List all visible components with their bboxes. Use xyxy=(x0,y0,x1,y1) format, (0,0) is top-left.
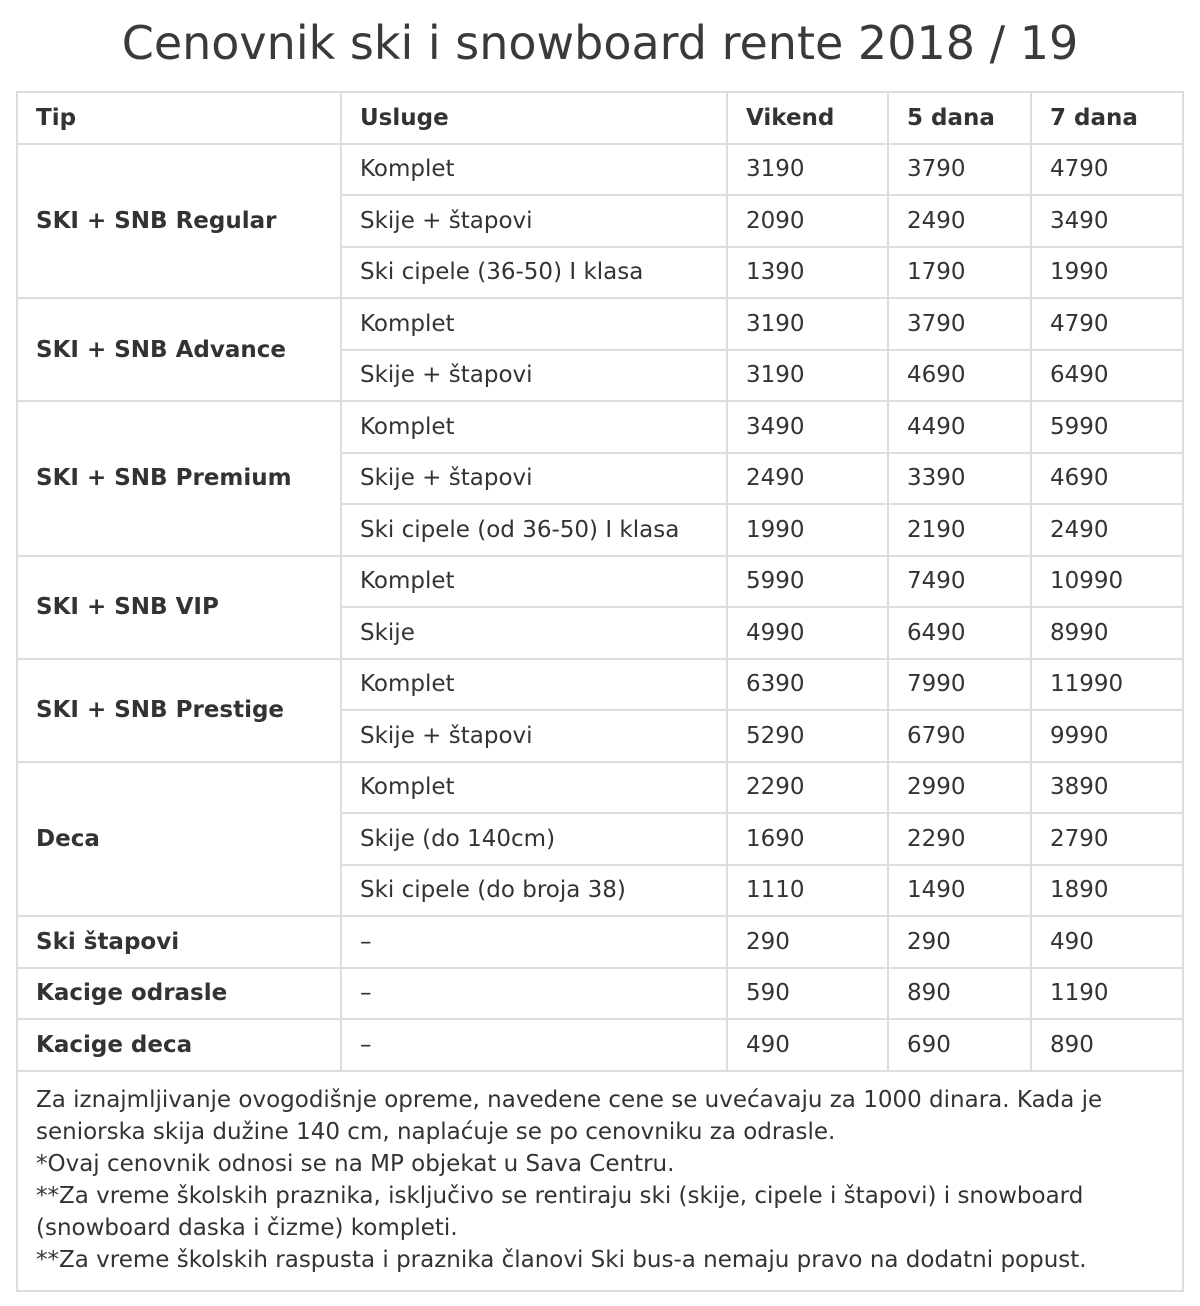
price-5-days-cell: 2490 xyxy=(888,195,1031,247)
service-cell: Komplet xyxy=(341,556,727,608)
price-7-days-cell: 1890 xyxy=(1031,865,1183,917)
price-table xyxy=(16,91,1184,1292)
price-weekend-cell: 4990 xyxy=(727,607,888,659)
price-7-days-cell: 4690 xyxy=(1031,453,1183,505)
price-7-days-cell: 5990 xyxy=(1031,401,1183,453)
price-5-days-cell: 890 xyxy=(888,968,1031,1020)
notes-row xyxy=(17,1071,1183,1291)
table-row xyxy=(17,1019,1183,1071)
notes-cell xyxy=(17,1071,1183,1291)
table-row xyxy=(17,659,1183,711)
table-row xyxy=(17,144,1183,196)
price-7-days-cell: 10990 xyxy=(1031,556,1183,608)
row-type-label: SKI + SNB Prestige xyxy=(17,659,341,762)
row-type-label: SKI + SNB Regular xyxy=(17,144,341,299)
price-weekend-cell: 6390 xyxy=(727,659,888,711)
service-cell: Komplet xyxy=(341,762,727,814)
service-cell: Skije (do 140cm) xyxy=(341,813,727,865)
header-vikend: Vikend xyxy=(727,92,888,144)
price-7-days-cell: 1190 xyxy=(1031,968,1183,1020)
price-5-days-cell: 6490 xyxy=(888,607,1031,659)
note-text: *Ovaj cenovnik odnosi se na MP objekat u Sava Centru. xyxy=(36,1150,675,1177)
price-5-days-cell: 7490 xyxy=(888,556,1031,608)
price-weekend-cell: 3190 xyxy=(727,298,888,350)
service-cell: Skije + štapovi xyxy=(341,710,727,762)
price-weekend-cell: 490 xyxy=(727,1019,888,1071)
price-5-days-cell: 4490 xyxy=(888,401,1031,453)
price-5-days-cell: 3390 xyxy=(888,453,1031,505)
price-7-days-cell: 2490 xyxy=(1031,504,1183,556)
note-text: **Za vreme školskih praznika, isključivo se rentiraju ski (skije, cipele i štapovi) i snowboard (snowboard daska i čizme) kompleti. xyxy=(36,1182,1084,1241)
price-weekend-cell: 2290 xyxy=(727,762,888,814)
price-5-days-cell: 1490 xyxy=(888,865,1031,917)
service-cell: Komplet xyxy=(341,401,727,453)
price-7-days-cell: 2790 xyxy=(1031,813,1183,865)
table-row xyxy=(17,298,1183,350)
service-cell: Skije + štapovi xyxy=(341,350,727,402)
note-text: **Za vreme školskih raspusta i praznika članovi Ski bus-a nemaju pravo na dodatni popust. xyxy=(36,1246,1087,1273)
header-tip: Tip xyxy=(17,92,341,144)
row-type-label: SKI + SNB Premium xyxy=(17,401,341,556)
service-cell: – xyxy=(341,1019,727,1071)
service-cell: – xyxy=(341,916,727,968)
header-usluge: Usluge xyxy=(341,92,727,144)
price-5-days-cell: 290 xyxy=(888,916,1031,968)
price-weekend-cell: 1110 xyxy=(727,865,888,917)
note-text: Za iznajmljivanje ovogodišnje opreme, navedene cene se uvećavaju za 1000 dinara. Kada je seniorska skija dužine 140 cm, naplaćuje se po cenovniku za odrasle. xyxy=(36,1086,1103,1145)
price-weekend-cell: 1390 xyxy=(727,247,888,299)
price-7-days-cell: 4790 xyxy=(1031,144,1183,196)
price-7-days-cell: 8990 xyxy=(1031,607,1183,659)
price-5-days-cell: 2990 xyxy=(888,762,1031,814)
service-cell: Komplet xyxy=(341,659,727,711)
table-header-row xyxy=(17,92,1183,144)
price-7-days-cell: 890 xyxy=(1031,1019,1183,1071)
price-5-days-cell: 2190 xyxy=(888,504,1031,556)
row-type-label: Deca xyxy=(17,762,341,917)
price-weekend-cell: 3490 xyxy=(727,401,888,453)
service-cell: Ski cipele (do broja 38) xyxy=(341,865,727,917)
price-table-body xyxy=(17,144,1183,1291)
price-weekend-cell: 290 xyxy=(727,916,888,968)
table-row xyxy=(17,916,1183,968)
price-5-days-cell: 7990 xyxy=(888,659,1031,711)
price-5-days-cell: 2290 xyxy=(888,813,1031,865)
price-7-days-cell: 6490 xyxy=(1031,350,1183,402)
service-cell: Skije xyxy=(341,607,727,659)
price-weekend-cell: 5290 xyxy=(727,710,888,762)
price-5-days-cell: 4690 xyxy=(888,350,1031,402)
price-weekend-cell: 2090 xyxy=(727,195,888,247)
price-weekend-cell: 5990 xyxy=(727,556,888,608)
table-row xyxy=(17,968,1183,1020)
header-5-dana: 5 dana xyxy=(888,92,1031,144)
service-cell: – xyxy=(341,968,727,1020)
service-cell: Skije + štapovi xyxy=(341,453,727,505)
table-row xyxy=(17,401,1183,453)
service-cell: Komplet xyxy=(341,298,727,350)
row-type-label: SKI + SNB Advance xyxy=(17,298,341,401)
row-type-label: Kacige odrasle xyxy=(17,968,341,1020)
price-7-days-cell: 490 xyxy=(1031,916,1183,968)
service-cell: Ski cipele (od 36-50) I klasa xyxy=(341,504,727,556)
price-5-days-cell: 3790 xyxy=(888,144,1031,196)
price-weekend-cell: 1990 xyxy=(727,504,888,556)
price-7-days-cell: 4790 xyxy=(1031,298,1183,350)
price-weekend-cell: 3190 xyxy=(727,144,888,196)
service-cell: Ski cipele (36-50) I klasa xyxy=(341,247,727,299)
price-5-days-cell: 6790 xyxy=(888,710,1031,762)
service-cell: Skije + štapovi xyxy=(341,195,727,247)
price-5-days-cell: 690 xyxy=(888,1019,1031,1071)
price-weekend-cell: 2490 xyxy=(727,453,888,505)
price-5-days-cell: 1790 xyxy=(888,247,1031,299)
price-7-days-cell: 3890 xyxy=(1031,762,1183,814)
row-type-label: SKI + SNB VIP xyxy=(17,556,341,659)
page-title: Cenovnik ski i snowboard rente 2018 / 19 xyxy=(121,16,1079,70)
service-cell: Komplet xyxy=(341,144,727,196)
header-7-dana: 7 dana xyxy=(1031,92,1183,144)
price-7-days-cell: 11990 xyxy=(1031,659,1183,711)
row-type-label: Kacige deca xyxy=(17,1019,341,1071)
price-5-days-cell: 3790 xyxy=(888,298,1031,350)
price-weekend-cell: 1690 xyxy=(727,813,888,865)
price-7-days-cell: 1990 xyxy=(1031,247,1183,299)
price-weekend-cell: 590 xyxy=(727,968,888,1020)
price-7-days-cell: 9990 xyxy=(1031,710,1183,762)
table-row xyxy=(17,762,1183,814)
table-row xyxy=(17,556,1183,608)
row-type-label: Ski štapovi xyxy=(17,916,341,968)
price-7-days-cell: 3490 xyxy=(1031,195,1183,247)
price-weekend-cell: 3190 xyxy=(727,350,888,402)
